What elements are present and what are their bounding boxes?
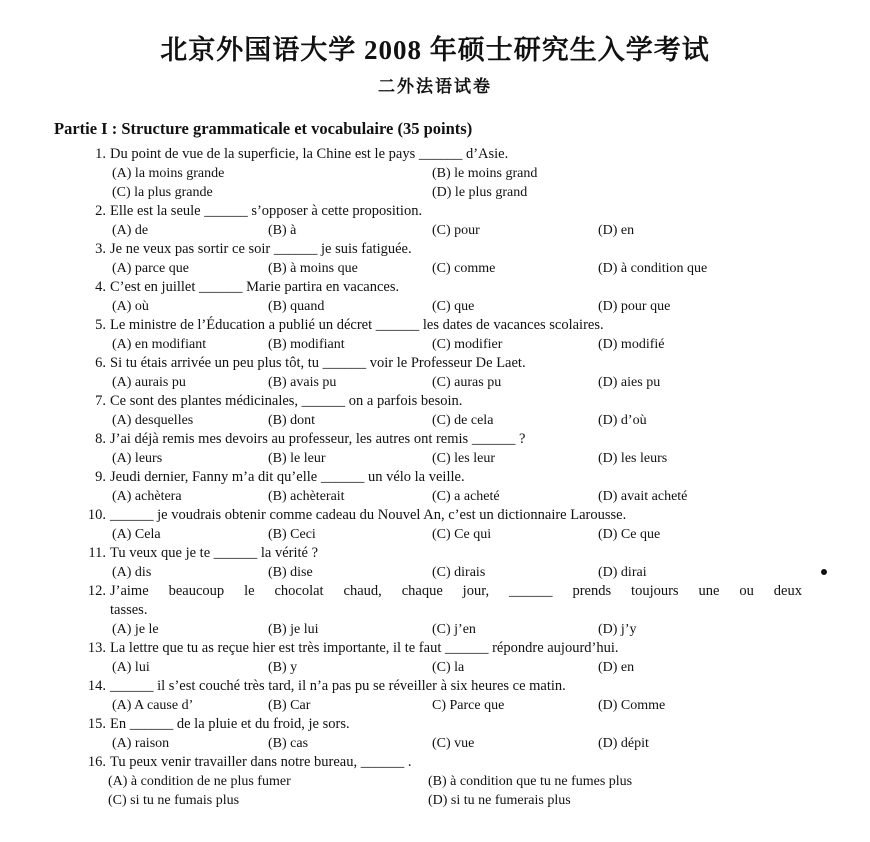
answer-option: (C) si tu ne fumais plus	[108, 793, 240, 808]
answer-option: (D) Ce que	[598, 527, 661, 542]
answer-option: (B) dise	[268, 565, 313, 580]
answer-options-row	[0, 411, 870, 430]
answer-option: (C) les leur	[432, 451, 495, 466]
question-text: C’est en juillet ______ Marie partira en vacances.	[110, 279, 400, 295]
question-stem	[0, 202, 870, 221]
question-stem	[0, 506, 870, 525]
answer-option: (A) la moins grande	[112, 166, 225, 181]
answer-options-row	[0, 487, 870, 506]
answer-option: (C) la	[432, 660, 465, 675]
answer-option: (B) Car	[268, 698, 311, 713]
answer-option: (C) dirais	[432, 565, 486, 580]
question-text: Si tu étais arrivée un peu plus tôt, tu ______ voir le Professeur De Laet.	[110, 355, 526, 371]
question-number: 15.	[87, 716, 106, 732]
answer-option: (D) le plus grand	[432, 185, 528, 200]
answer-option: (A) achètera	[112, 489, 182, 504]
question-stem	[0, 582, 870, 601]
exam-title: 北京外国语大学 2008 年硕士研究生入学考试	[160, 35, 710, 65]
question-number: 1.	[95, 146, 106, 162]
question-stem	[0, 753, 870, 772]
question-stem	[0, 392, 870, 411]
question-text: ______ il s’est couché très tard, il n’a pas pu se réveiller à six heures ce matin.	[110, 678, 566, 694]
answer-options-row	[0, 525, 870, 544]
question-stem	[0, 278, 870, 297]
answer-option: (C) que	[432, 299, 475, 314]
answer-option: (B) Ceci	[268, 527, 316, 542]
answer-option: (A) en modifiant	[112, 337, 207, 352]
question-text: La lettre que tu as reçue hier est très importante, il te faut ______ répondre aujourd’hui.	[110, 640, 619, 656]
question-text: tasses.	[110, 602, 148, 618]
answer-options-row	[0, 164, 870, 183]
answer-option: (B) à	[268, 223, 297, 238]
question-number: 12.	[87, 583, 106, 599]
question-text: Tu peux venir travailler dans notre bureau, ______ .	[110, 754, 412, 770]
answer-option: (C) la plus grande	[112, 185, 213, 200]
question-number: 6.	[95, 355, 106, 371]
question-text: J’aime beaucoup le chocolat chaud, chaque jour, ______ prends toujours une ou deux	[110, 583, 802, 599]
answer-option: (D) modifié	[598, 337, 665, 352]
question-number: 7.	[95, 393, 106, 409]
answer-option: (C) vue	[432, 736, 475, 751]
answer-option: (D) à condition que	[598, 261, 708, 276]
answer-options-row	[0, 335, 870, 354]
answer-option: (A) à condition de ne plus fumer	[108, 774, 291, 789]
question-text: Tu veux que je te ______ la vérité ?	[110, 545, 319, 561]
answer-options-row	[0, 449, 870, 468]
question-text: Je ne veux pas sortir ce soir ______ je suis fatiguée.	[110, 241, 412, 257]
section-title: Partie I : Structure grammaticale et vocabulaire (35 points)	[54, 119, 473, 138]
answer-options-row	[0, 620, 870, 639]
answer-option: (A) A cause d’	[112, 698, 194, 713]
answer-option: (B) avais pu	[268, 375, 337, 390]
question-stem	[0, 468, 870, 487]
answer-option: (D) en	[598, 660, 635, 675]
answer-options-row	[0, 297, 870, 316]
answer-option: (B) quand	[268, 299, 325, 314]
answer-option: (D) aies pu	[598, 375, 661, 390]
answer-options-row	[0, 183, 870, 202]
answer-option: (A) de	[112, 223, 149, 238]
answer-option: (A) où	[112, 299, 149, 314]
answer-option: (A) raison	[112, 736, 170, 751]
answer-option: (B) je lui	[268, 622, 319, 637]
question-text: En ______ de la pluie et du froid, je sors.	[110, 716, 350, 732]
ink-dot-mark	[821, 569, 827, 575]
answer-option: (D) j’y	[598, 622, 637, 637]
question-stem	[0, 354, 870, 373]
question-stem	[0, 430, 870, 449]
answer-option: (A) parce que	[112, 261, 189, 276]
answer-option: (D) Comme	[598, 698, 666, 713]
exam-subtitle: 二外法语试卷	[378, 77, 492, 96]
question-text: Elle est la seule ______ s’opposer à cette proposition.	[110, 203, 423, 219]
answer-option: (A) leurs	[112, 451, 163, 466]
question-number: 3.	[95, 241, 106, 257]
answer-options-row	[0, 563, 870, 582]
answer-option: (B) cas	[268, 736, 309, 751]
question-stem	[0, 544, 870, 563]
answer-option: (C) j’en	[432, 622, 476, 637]
question-text: ______ je voudrais obtenir comme cadeau du Nouvel An, c’est un dictionnaire Larousse.	[110, 507, 627, 523]
answer-option: (B) à moins que	[268, 261, 358, 276]
question-number: 14.	[87, 678, 106, 694]
question-number: 9.	[95, 469, 106, 485]
answer-option: (D) pour que	[598, 299, 671, 314]
answer-option: (C) modifier	[432, 337, 503, 352]
answer-option: (B) modifiant	[268, 337, 345, 352]
answer-option: (C) comme	[432, 261, 496, 276]
answer-option: (B) le leur	[268, 451, 326, 466]
answer-options-row	[0, 259, 870, 278]
answer-options-row	[0, 791, 870, 810]
answer-option: (C) auras pu	[432, 375, 502, 390]
question-number: 13.	[87, 640, 106, 656]
answer-options-row	[0, 734, 870, 753]
answer-option: (A) aurais pu	[112, 375, 186, 390]
answer-option: (B) le moins grand	[432, 166, 538, 181]
question-stem	[0, 316, 870, 335]
answer-option: (D) les leurs	[598, 451, 668, 466]
question-text: Du point de vue de la superficie, la Chine est le pays ______ d’Asie.	[110, 146, 509, 162]
question-number: 11.	[88, 545, 106, 561]
answer-option: (A) Cela	[112, 527, 161, 542]
answer-option: (D) dépit	[598, 736, 649, 751]
answer-option: (B) à condition que tu ne fumes plus	[428, 774, 633, 789]
answer-option: (B) dont	[268, 413, 316, 428]
answer-option: (B) y	[268, 660, 298, 675]
question-number: 8.	[95, 431, 106, 447]
answer-option: (D) d’où	[598, 413, 647, 428]
answer-options-row	[0, 221, 870, 240]
answer-option: (C) pour	[432, 223, 480, 238]
question-stem	[0, 240, 870, 259]
question-stem	[0, 715, 870, 734]
question-stem-continuation	[0, 601, 870, 620]
answer-option: (D) en	[598, 223, 635, 238]
answer-option: (D) avait acheté	[598, 489, 688, 504]
answer-option: (A) dis	[112, 565, 152, 580]
question-stem	[0, 639, 870, 658]
answer-option: (A) lui	[112, 660, 150, 675]
question-stem	[0, 145, 870, 164]
question-number: 4.	[95, 279, 106, 295]
question-number: 10.	[87, 507, 106, 523]
answer-options-row	[0, 658, 870, 677]
question-text: Ce sont des plantes médicinales, ______ on a parfois besoin.	[110, 393, 463, 409]
question-number: 2.	[95, 203, 106, 219]
answer-option: (D) si tu ne fumerais plus	[428, 793, 571, 808]
question-text: Jeudi dernier, Fanny m’a dit qu’elle ______ un vélo la veille.	[110, 469, 465, 485]
answer-options-row	[0, 696, 870, 715]
answer-options-row	[0, 373, 870, 392]
question-stem	[0, 677, 870, 696]
question-list	[0, 145, 870, 810]
answer-option: (A) desquelles	[112, 413, 194, 428]
answer-option: (C) de cela	[432, 413, 494, 428]
answer-option: (D) dirai	[598, 565, 647, 580]
question-text: Le ministre de l’Éducation a publié un décret ______ les dates de vacances scolaires.	[110, 317, 604, 333]
question-text: J’ai déjà remis mes devoirs au professeur, les autres ont remis ______ ?	[110, 431, 526, 447]
answer-option: (A) je le	[112, 622, 159, 637]
answer-options-row	[0, 772, 870, 791]
question-number: 5.	[95, 317, 106, 333]
answer-option: (B) achèterait	[268, 489, 345, 504]
answer-option: (C) a acheté	[432, 489, 500, 504]
answer-option: C) Parce que	[432, 698, 505, 713]
question-number: 16.	[87, 754, 106, 770]
answer-option: (C) Ce qui	[432, 527, 492, 542]
